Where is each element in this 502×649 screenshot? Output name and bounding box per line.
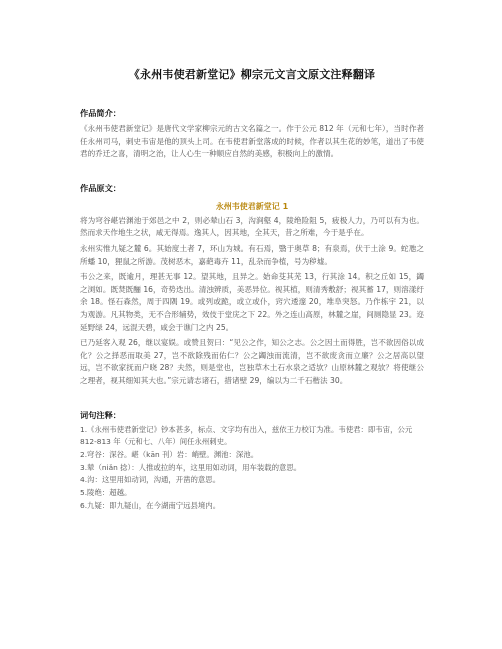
note-item: 2.穹谷：深谷。嵁（kān 刊）岩：峭壁。渊池：深池。 [80,449,259,459]
original-heading: 作品原文： [80,182,121,193]
original-paragraph: 已乃延客入观 26，继以宴娱。或赞且贺曰：“见公之作，知公之志。公之因土而得胜，岂不欲因俗以成化？公之择恶而取美 27，岂不欲除残而佑仁？公之蠲浊而流清，岂不欲废贪而立廉？公之居高以望远，岂不欲家抚而户晓 28？夫然，则是堂也，岂独草木土石水泉之适欤？山原林麓之观欤？将使继公之理者，视其细知其大也。”宗元请志诸石，措诸壁 29，编以为二千石楷法 30。 [80,338,424,385]
note-item: 3.辇（niǎn 捻）：人推或拉的车，这里用如动词，用车装载的意思。 [80,462,302,472]
original-paragraph: 永州实惟九疑之麓 6。其始度土者 7，环山为城。有石焉，翳于奥草 8；有泉焉，伏于土涂 9。蛇虺之所蟠 10，狸鼠之所游。茂树恶木，嘉葩毒卉 11，乱杂而争植，号为秽墟。 [80,243,424,266]
original-paragraph: 将为穹谷嵁岩渊池于郊邑之中 2，则必辇山石 3，沟涧壑 4，陵绝险阻 5，疲极人力，乃可以有为也。然而求天作地生之状，咸无得焉。逸其人，因其地，全其天，昔之所难，今于是乎在。 [80,215,424,238]
note-item: 1.《永州韦使君新堂记》钞本甚多，标点、文字均有出入，兹依王力校订为准。韦使君：即韦宙，公元 812-813 年（元和七、八年）间任永州刺史。 [80,424,413,447]
intro-heading: 作品简介： [80,108,121,118]
notes-heading: 词句注释： [80,409,121,420]
note-item: 6.九疑：即九疑山，在今湖南宁远县境内。 [80,500,221,510]
original-subtitle: 永州韦使君新堂记 1 [215,201,289,211]
original-paragraph: 韦公之来，既逾月，理甚无事 12。望其地，且异之。始命芟其芜 13，行其涂 14。积之丘如 15，蠲之浏如。既焚既酾 16，奇势迭出。清浊辨质，美恶异位。视其植，则清秀敷舒；视其蓄 17，则溶漾纡余 18。怪石森然，周于四隅 19。或列或跪，或立或仆，窍穴逶邃 20，堆阜突怒。乃作栋宇 21，以为观游。凡其物类，无不合形辅势，效伎于堂庑之下 22。外之连山高原，林麓之崖，间厕隐显 23。迩延野绿 24，远混天碧，咸会于谯门之内 25。 [80,272,424,332]
note-item: 5.陵绝：超越。 [80,488,132,498]
note-item: 4.沟：这里用如动词，沟通，开凿的意思。 [80,475,221,485]
document-title: 《永州韦使君新堂记》柳宗元文言文原文注释翻译 [128,68,376,81]
intro-text: 《永州韦使君新堂记》是唐代文学家柳宗元的古文名篇之一。作于公元 812 年（元和七年），当时作者任永州司马，刺史韦宙是他的顶头上司。在韦使君新堂落成的时候，作者以其生花的妙笔，道出了韦使君的乔迁之喜，清明之治，让人心生一种顺应自然的美感，积极向上的激情。 [80,124,424,159]
